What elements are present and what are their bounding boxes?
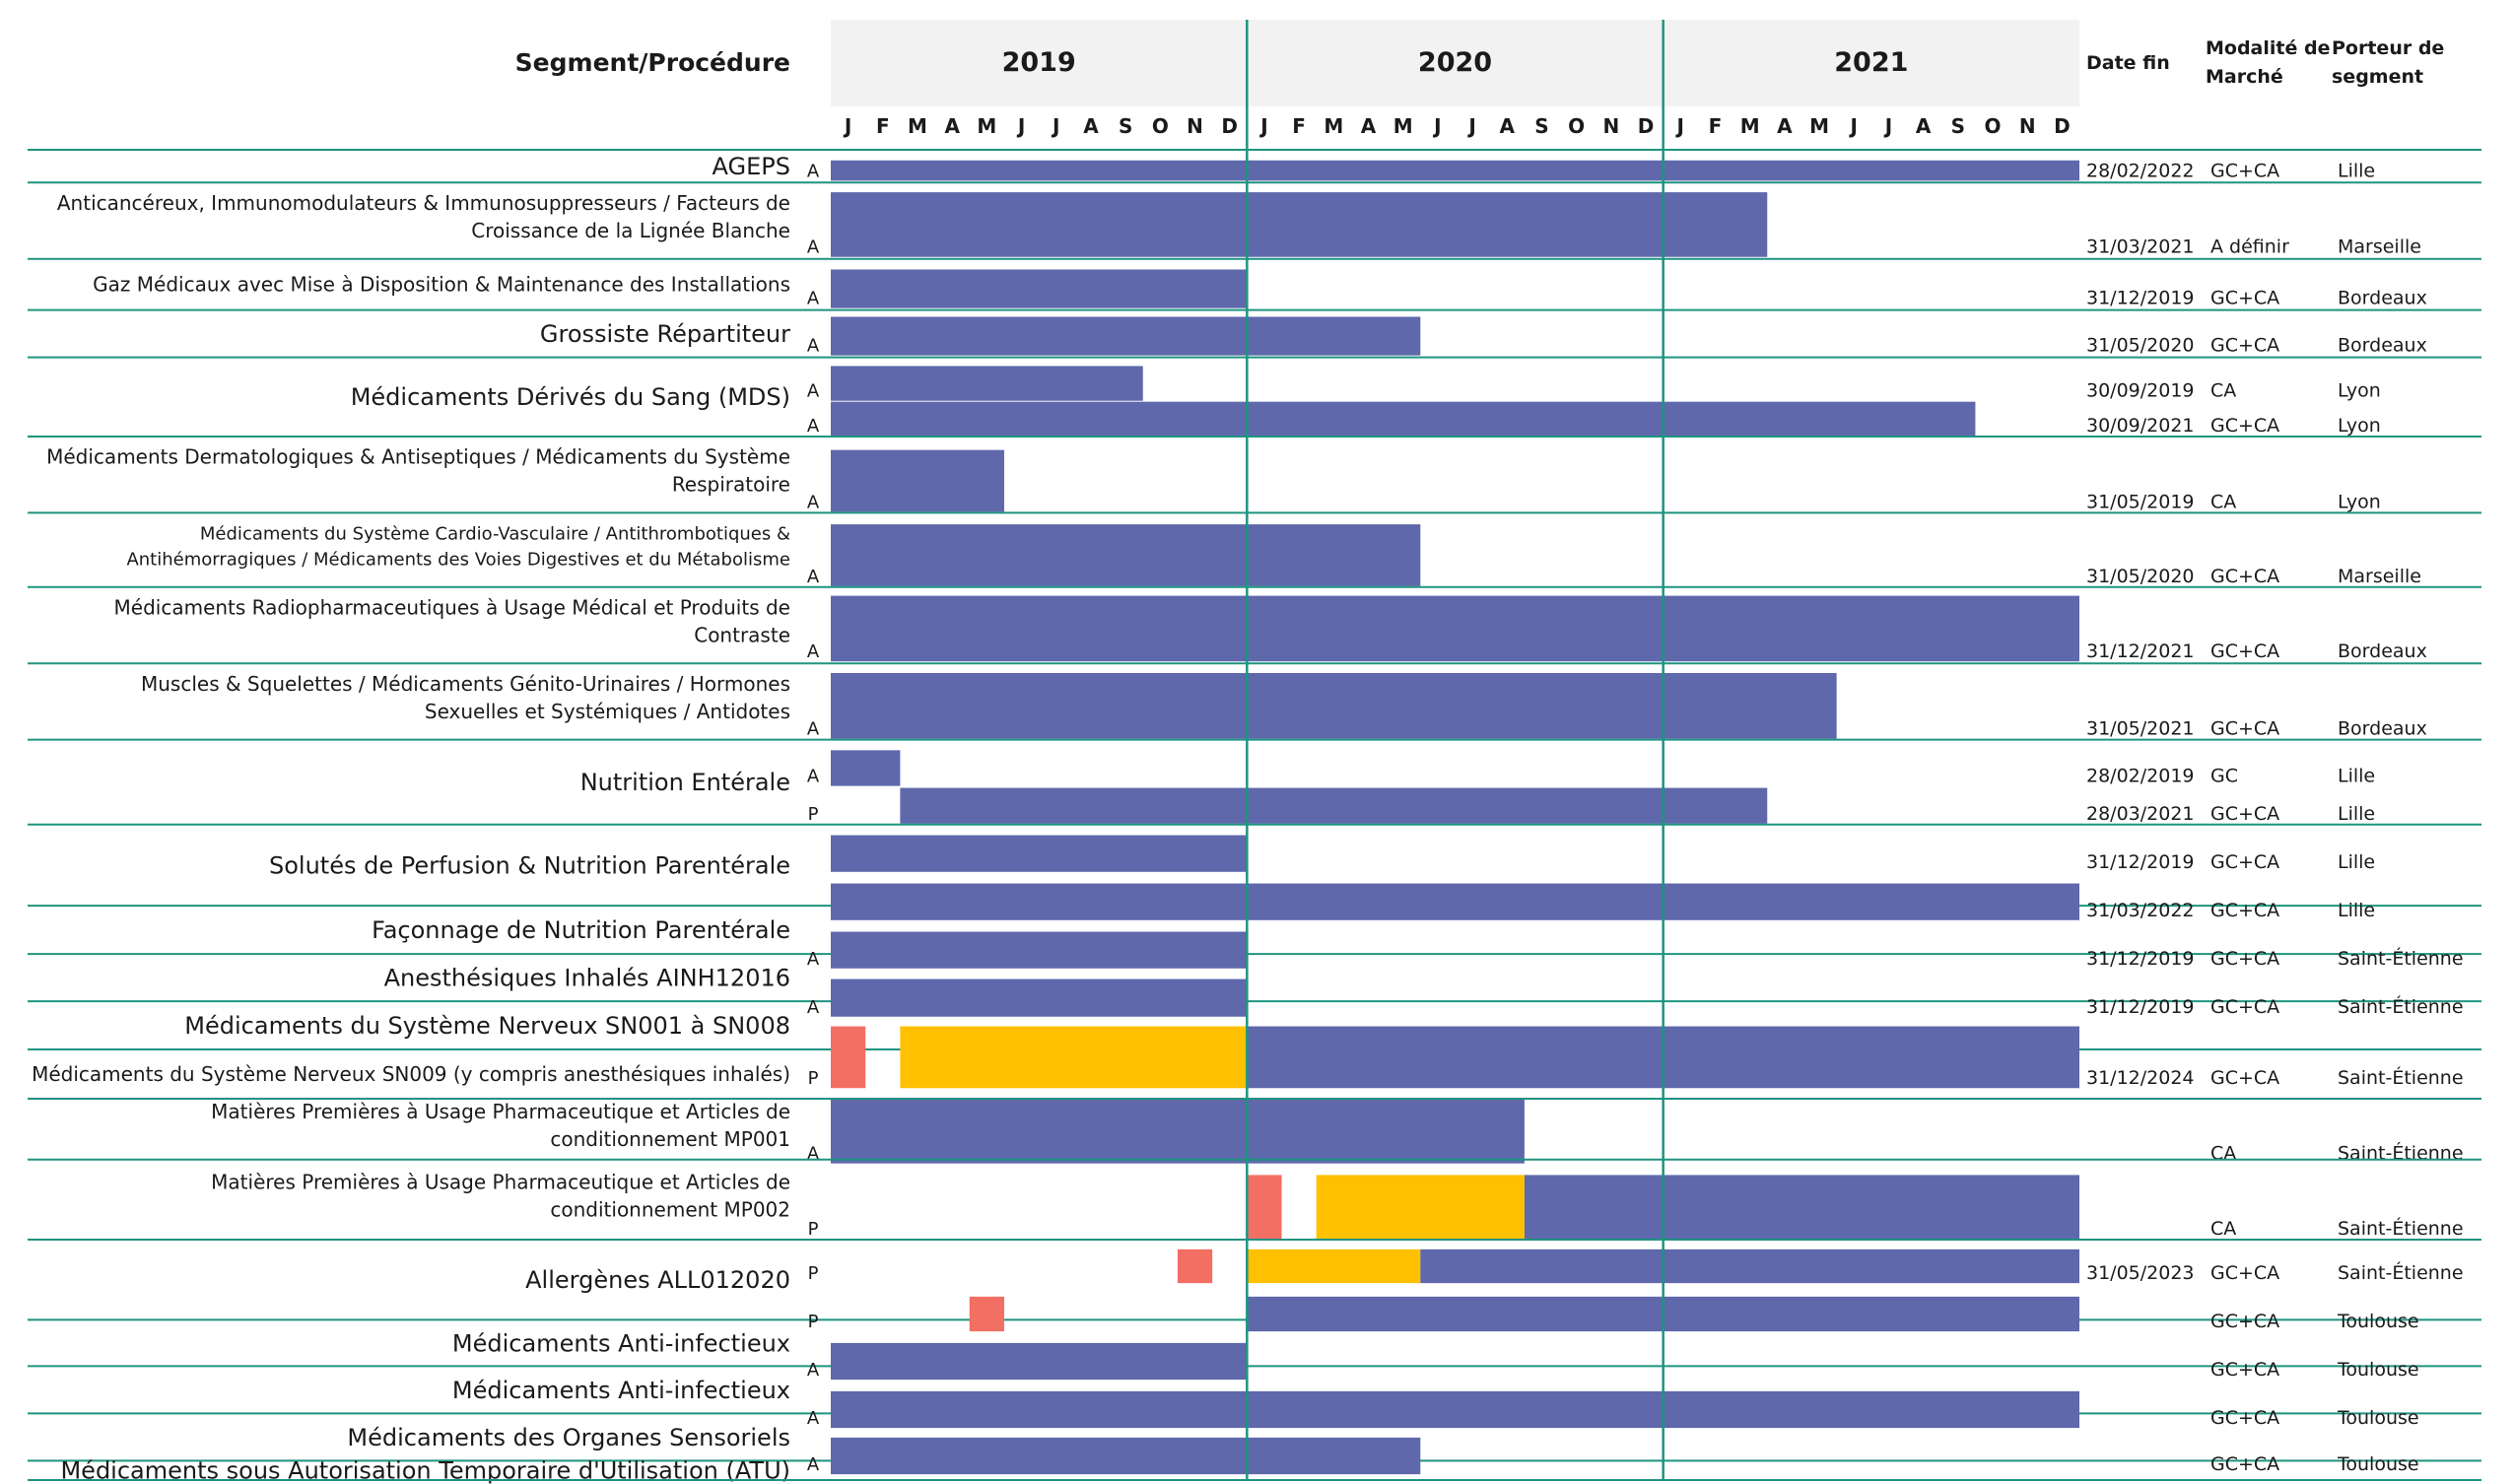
procedure-code: A (806, 161, 820, 182)
date-fin-cell: 31/03/2022 (2086, 899, 2195, 921)
row-label: Nutrition Entérale (579, 769, 790, 797)
month-tick-label: O (1568, 114, 1586, 138)
row-label: Médicaments Anti-infectieux (451, 1376, 790, 1404)
procedure-code: A (806, 492, 820, 513)
gantt-bar (831, 932, 1247, 969)
row-label: Médicaments sous Autorisation Temporaire d'Utilisation (ATU) (60, 1456, 790, 1484)
gantt-bar (831, 161, 2079, 181)
gantt-bar (831, 366, 1143, 400)
row-label: Gaz Médicaux avec Mise à Disposition & Maintenance des Installations (93, 272, 790, 297)
row-label: Médicaments Dermatologiques & Antiseptiques / Médicaments du Système (46, 444, 790, 469)
row-label: conditionnement MP002 (550, 1197, 790, 1222)
date-fin-cell: 31/12/2019 (2086, 947, 2195, 970)
porteur-cell: Lille (2338, 802, 2376, 825)
month-tick-label: J (1260, 114, 1268, 138)
porteur-cell: Lille (2338, 765, 2376, 787)
procedure-code: A (806, 1360, 820, 1382)
date-fin-cell: 31/05/2019 (2086, 491, 2195, 513)
row-label: Médicaments Dérivés du Sang (MDS) (350, 383, 790, 412)
row-label: Antihémorragiques / Médicaments des Voies Digestives et du Métabolisme (126, 549, 790, 571)
month-tick-label: A (1083, 114, 1099, 138)
gantt-bar (831, 1027, 865, 1089)
row-label: conditionnement MP001 (550, 1126, 790, 1151)
modalite-cell: GC+CA (2210, 565, 2280, 587)
month-tick-label: D (1637, 114, 1655, 138)
modalite-cell: GC+CA (2210, 1311, 2280, 1333)
month-tick-label: D (1221, 114, 1239, 138)
gantt-bar (831, 1438, 1420, 1474)
row-label: Médicaments du Système Nerveux SN009 (y compris anesthésiques inhalés) (32, 1062, 790, 1087)
month-tick-label: F (1292, 114, 1306, 138)
gantt-bar (831, 269, 1247, 307)
date-fin-cell: 30/09/2021 (2086, 414, 2195, 437)
porteur-cell: Saint-Étienne (2338, 1067, 2464, 1090)
procedure-code: A (806, 1143, 820, 1165)
month-tick-label: A (1777, 114, 1793, 138)
modalite-cell: CA (2210, 1218, 2237, 1241)
porteur-cell: Saint-Étienne (2338, 995, 2464, 1018)
procedure-code: A (806, 335, 820, 357)
porteur-cell: Lyon (2338, 379, 2381, 402)
gantt-bar (831, 1391, 2079, 1428)
modalite-cell: GC+CA (2210, 899, 2280, 921)
row-label: Médicaments Radiopharmaceutiques à Usage Médical et Produits de (113, 595, 790, 620)
date-fin-cell: 31/12/2019 (2086, 287, 2195, 309)
porteur-cell: Lyon (2338, 491, 2381, 513)
porteur-header-2: segment (2332, 66, 2424, 88)
procedure-code: A (806, 641, 820, 663)
month-tick-label: J (844, 114, 852, 138)
row-label: Grossiste Répartiteur (539, 320, 790, 349)
gantt-bar (831, 884, 2079, 920)
modalite-cell: GC+CA (2210, 995, 2280, 1018)
modalite-cell: CA (2210, 1142, 2237, 1165)
month-tick-label: J (1850, 114, 1858, 138)
porteur-cell: Saint-Étienne (2338, 1262, 2464, 1285)
row-label: AGEPS (712, 153, 790, 181)
row-label: Croissance de la Lignée Blanche (471, 219, 790, 243)
month-tick-label: J (1884, 114, 1893, 138)
row-label: Anesthésiques Inhalés AINH12016 (383, 964, 790, 992)
month-tick-label: J (1017, 114, 1026, 138)
row-label: Façonnage de Nutrition Parentérale (372, 915, 790, 944)
month-tick-label: M (977, 114, 997, 138)
month-tick-label: M (1739, 114, 1760, 138)
month-tick-label: N (1187, 114, 1203, 138)
month-tick-label: J (1053, 114, 1060, 138)
procedure-code: A (806, 380, 820, 402)
month-tick-label: S (1950, 114, 1966, 138)
modalite-cell: GC+CA (2210, 1407, 2280, 1430)
modalite-cell: CA (2210, 491, 2237, 513)
gantt-bar (831, 673, 1837, 739)
modalite-cell: GC+CA (2210, 1262, 2280, 1285)
segment-header: Segment/Procédure (514, 48, 790, 77)
procedure-code: A (806, 1454, 820, 1476)
row-label: Allergènes ALL012020 (525, 1266, 790, 1295)
procedure-code: P (807, 1068, 819, 1090)
month-tick-label: A (1499, 114, 1516, 138)
year-label: 2021 (1834, 47, 1909, 78)
month-tick-label: M (1324, 114, 1344, 138)
date-fin-cell: 31/05/2020 (2086, 565, 2195, 587)
date-fin-cell: 30/09/2019 (2086, 379, 2195, 402)
modalite-cell: GC+CA (2210, 1453, 2280, 1476)
modalite-cell: GC+CA (2210, 414, 2280, 437)
procedure-code: A (806, 288, 820, 309)
porteur-cell: Bordeaux (2338, 641, 2427, 663)
row-label: Médicaments du Système Cardio-Vasculaire / Antithrombotiques & (199, 523, 790, 545)
porteur-cell: Marseille (2338, 565, 2421, 587)
year-label: 2019 (1001, 47, 1076, 78)
modalite-header: Modalité de (2206, 37, 2331, 59)
procedure-code: A (806, 948, 820, 970)
row-label: Médicaments Anti-infectieux (451, 1329, 790, 1358)
month-tick-label: M (908, 114, 927, 138)
year-label: 2020 (1417, 47, 1493, 78)
porteur-header: Porteur de (2332, 37, 2445, 59)
porteur-cell: Toulouse (2338, 1359, 2419, 1382)
modalite-cell: A définir (2210, 236, 2289, 258)
gantt-bar (970, 1297, 1004, 1331)
date-fin-cell: 31/12/2024 (2086, 1067, 2195, 1090)
procedure-code: A (806, 718, 820, 740)
month-tick-label: S (1534, 114, 1549, 138)
month-tick-label: F (875, 114, 890, 138)
row-label: Matières Premières à Usage Pharmaceutique et Articles de (211, 1099, 790, 1123)
gantt-bar (1178, 1249, 1212, 1283)
gantt-bar (1317, 1175, 1525, 1239)
date-fin-cell: 31/12/2019 (2086, 850, 2195, 873)
porteur-cell: Bordeaux (2338, 334, 2427, 357)
date-fin-cell: 31/05/2020 (2086, 334, 2195, 357)
modalite-header-2: Marché (2206, 66, 2283, 88)
gantt-bar (831, 1100, 1525, 1164)
procedure-code: A (806, 1408, 820, 1430)
modalite-cell: GC+CA (2210, 334, 2280, 357)
gantt-bar (900, 788, 1767, 824)
month-tick-label: M (1809, 114, 1829, 138)
modalite-cell: GC+CA (2210, 160, 2280, 182)
procedure-code: A (806, 766, 820, 787)
month-tick-label: J (1434, 114, 1442, 138)
procedure-code: P (807, 1219, 819, 1241)
date-fin-cell: 28/03/2021 (2086, 802, 2195, 825)
month-tick-label: O (1984, 114, 2002, 138)
month-tick-label: A (944, 114, 960, 138)
gantt-bar (831, 979, 1247, 1017)
row-label: Médicaments du Système Nerveux SN001 à SN008 (184, 1011, 790, 1040)
date-fin-cell: 28/02/2019 (2086, 765, 2195, 787)
month-tick-label: S (1118, 114, 1133, 138)
modalite-cell: GC+CA (2210, 802, 2280, 825)
porteur-cell: Marseille (2338, 236, 2421, 258)
month-tick-label: M (1393, 114, 1413, 138)
month-tick-label: F (1708, 114, 1723, 138)
porteur-cell: Lyon (2338, 414, 2381, 437)
modalite-cell: GC+CA (2210, 850, 2280, 873)
procedure-code: P (807, 803, 819, 825)
modalite-cell: GC+CA (2210, 717, 2280, 740)
porteur-cell: Saint-Étienne (2338, 1142, 2464, 1165)
month-tick-label: J (1468, 114, 1476, 138)
modalite-cell: GC+CA (2210, 641, 2280, 663)
row-label: Muscles & Squelettes / Médicaments Génito-Urinaires / Hormones (140, 671, 790, 696)
modalite-cell: GC+CA (2210, 287, 2280, 309)
row-label: Anticancéreux, Immunomodulateurs & Immunosuppresseurs / Facteurs de (56, 191, 790, 216)
row-label: Respiratoire (671, 472, 790, 497)
date-fin-cell: 31/12/2021 (2086, 641, 2195, 663)
month-tick-label: A (1915, 114, 1932, 138)
gantt-bar (831, 750, 900, 785)
porteur-cell: Saint-Étienne (2338, 1218, 2464, 1241)
porteur-cell: Toulouse (2338, 1453, 2419, 1476)
porteur-cell: Toulouse (2338, 1311, 2419, 1333)
porteur-cell: Bordeaux (2338, 287, 2427, 309)
row-label: Contraste (694, 623, 790, 647)
date-fin-cell: 31/12/2019 (2086, 995, 2195, 1018)
gantt-bar (831, 450, 1004, 512)
gantt-bar (1525, 1175, 2079, 1239)
gantt-bar (831, 192, 1767, 257)
porteur-cell: Lille (2338, 850, 2376, 873)
row-label: Médicaments des Organes Sensoriels (347, 1423, 790, 1451)
month-tick-label: J (1676, 114, 1684, 138)
gantt-bar (831, 402, 1975, 436)
porteur-cell: Lille (2338, 160, 2376, 182)
porteur-cell: Bordeaux (2338, 717, 2427, 740)
date-fin-cell: 28/02/2022 (2086, 160, 2195, 182)
gantt-bar (900, 1027, 1247, 1089)
gantt-bar (1420, 1249, 2079, 1283)
modalite-cell: GC+CA (2210, 1067, 2280, 1090)
procedure-code: A (806, 566, 820, 587)
modalite-cell: GC+CA (2210, 947, 2280, 970)
gantt-bar (1247, 1249, 1420, 1283)
row-label: Solutés de Perfusion & Nutrition Parentérale (269, 851, 790, 880)
month-tick-label: A (1360, 114, 1377, 138)
porteur-cell: Saint-Étienne (2338, 947, 2464, 970)
month-tick-label: O (1151, 114, 1169, 138)
porteur-cell: Toulouse (2338, 1407, 2419, 1430)
gantt-bar (831, 836, 1247, 872)
date-fin-header: Date fin (2086, 52, 2170, 74)
procedure-code: A (806, 996, 820, 1018)
row-label: Matières Premières à Usage Pharmaceutique et Articles de (211, 1170, 790, 1194)
date-fin-cell: 31/05/2021 (2086, 717, 2195, 740)
gantt-bar (831, 1343, 1247, 1380)
procedure-code: A (806, 415, 820, 437)
procedure-code: P (807, 1312, 819, 1333)
month-tick-label: N (2018, 114, 2036, 138)
date-fin-cell: 31/03/2021 (2086, 236, 2195, 258)
porteur-cell: Lille (2338, 899, 2376, 921)
procedure-code: P (807, 1263, 819, 1285)
month-tick-label: D (2054, 114, 2071, 138)
modalite-cell: CA (2210, 379, 2237, 402)
gantt-bar (831, 596, 2079, 662)
row-label: Sexuelles et Systémiques / Antidotes (424, 699, 790, 723)
gantt-bar (831, 524, 1420, 586)
gantt-bar (1247, 1175, 1281, 1239)
procedure-code: A (806, 236, 820, 258)
modalite-cell: GC (2210, 765, 2238, 787)
month-tick-label: N (1602, 114, 1620, 138)
modalite-cell: GC+CA (2210, 1359, 2280, 1382)
gantt-bar (831, 316, 1420, 355)
date-fin-cell: 31/05/2023 (2086, 1262, 2195, 1285)
